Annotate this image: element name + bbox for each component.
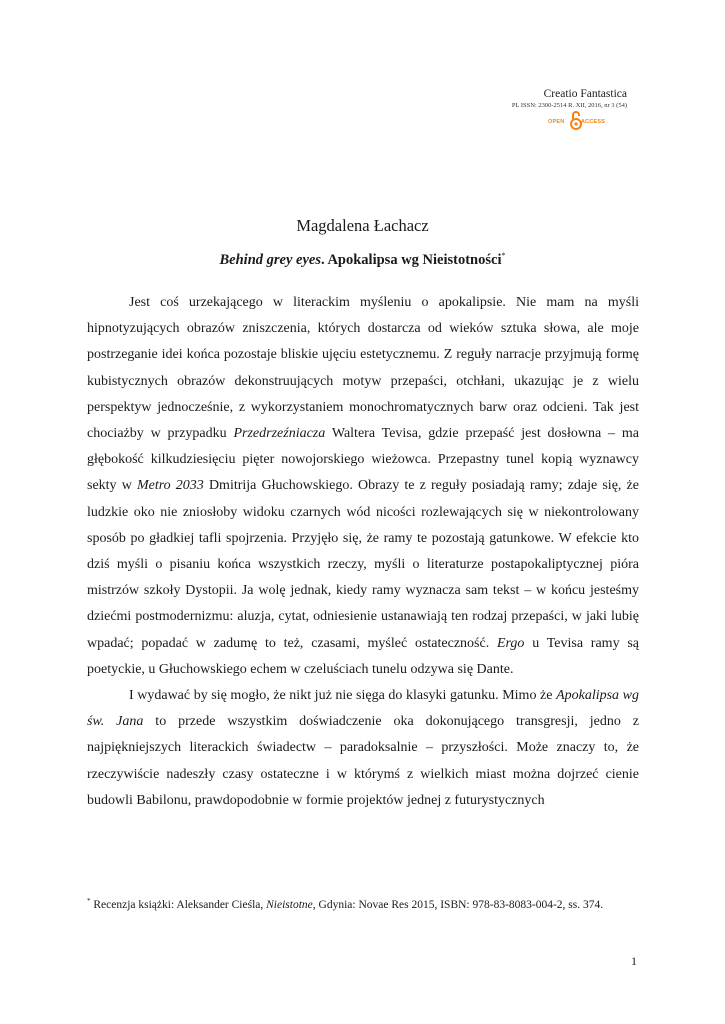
footnote-mark: * [87,897,91,905]
p1-text-4: u Tevisa ramy są poetyckie, u Głuchowskiego echem w czeluściach tunelu odzywa się Dante. [87,635,639,677]
p1-italic-2: Metro 2033 [136,478,204,494]
title-rest: . Apokalipsa wg Nieistotności [321,251,502,268]
open-access-label-left: OPEN [548,119,565,125]
paragraph-2 [87,683,639,814]
page-number: 1 [631,954,637,968]
footnote [87,891,639,915]
open-access-label-right: ACCESS [581,119,606,125]
open-access-logo [548,110,612,132]
p2-italic-1: Apokalipsa wg św. Jana [87,688,639,730]
p2-text-1: I wydawać by się mogło, że nikt już nie sięga do klasyki gatunku. Mimo że [129,688,557,704]
p1-text-3: Dmitrija Głuchowskiego. Obrazy te z reguły posiadają ramy; zdaje się, że ludzkie oko nie zniosłoby widoku czarnych wód nicości rozlewających się w niekontrolowany sposób po gładkiej tafli spojrzenia. Przyjęło się, że ramy te pozostają gatunkowe. W efekcie kto dziś myśli o pisaniu końca wszystkich rzeczy, myśli o literaturze postapokaliptycznej pióra mistrzów szkoły Dystopii. Ja wolę jednak, kiedy ramy wyznacza sam tekst – w końcu jesteśmy dziećmi postmodernizmu: aluzja, cytat, odniesienie ustanawiają ten rodzaj przepaści, w jaki lubię wpadać; popadać w zadumę to też, czasami, myśleć ostateczność. [87,478,639,651]
footnote-italic: Nieistotne [266,898,313,911]
journal-name: Creatio Fantastica [543,88,627,100]
title-footnote-mark: * [501,251,506,260]
p2-text-2: to przede wszystkim doświadczenie oka dokonującego transgresji, jedno z najpiękniejszych literackich świadectw – paradoksalnie – przyszłości. Może znaczy to, że rzeczywiście nadeszły czasy ostateczne i w którymś z wielkich miast można dojrzeć cienie budowli Babilonu, prawdopodobnie w formie projektów jednej z futurystycznych [87,714,640,808]
footnote-text-1: Recenzja książki: Aleksander Cieśla, [90,898,267,911]
p1-text-1: Jest coś urzekającego w literackim myśleniu o apokalipsie. Nie mam na myśli hipnotyzujących obrazów zniszczenia, których dostarcza od wieków sztuka słowa, ale moje postrzeganie idei końca pozostaje bliskie ujęciu estetycznemu. Z reguły narracje przyjmują formę kubistycznych obrazów dekonstruujących motyw przepaści, otchłani, ukazując je z wielu perspektyw jednocześnie, z wykorzystaniem monochromatycznych barw oraz odcieni. Tak jest chociażby w przypadku [87,295,639,442]
footnote-text-2: , Gdynia: Novae Res 2015, ISBN: 978-83-8083-004-2, ss. 374. [312,898,604,911]
journal-issn: PL ISSN: 2300-2514 R. XII, 2016, nr 3 (54) [511,102,627,109]
journal-header [512,87,627,110]
paragraph-1 [87,290,639,683]
article-title [0,246,725,270]
p1-italic-1: Przedrzeźniacza [233,426,326,442]
article-author: Magdalena Łachacz [296,216,429,235]
article-body [87,290,639,814]
title-italic-part: Behind grey eyes [219,251,321,268]
p1-text-2: Waltera Tevisa, gdzie przepaść jest dosłowna – ma głębokość kilkudziesięciu pięter nowojorskiego wieżowca. Przepastny tunel kopią wyznawcy sekty w [87,426,640,494]
p1-italic-3: Ergo [496,635,525,651]
